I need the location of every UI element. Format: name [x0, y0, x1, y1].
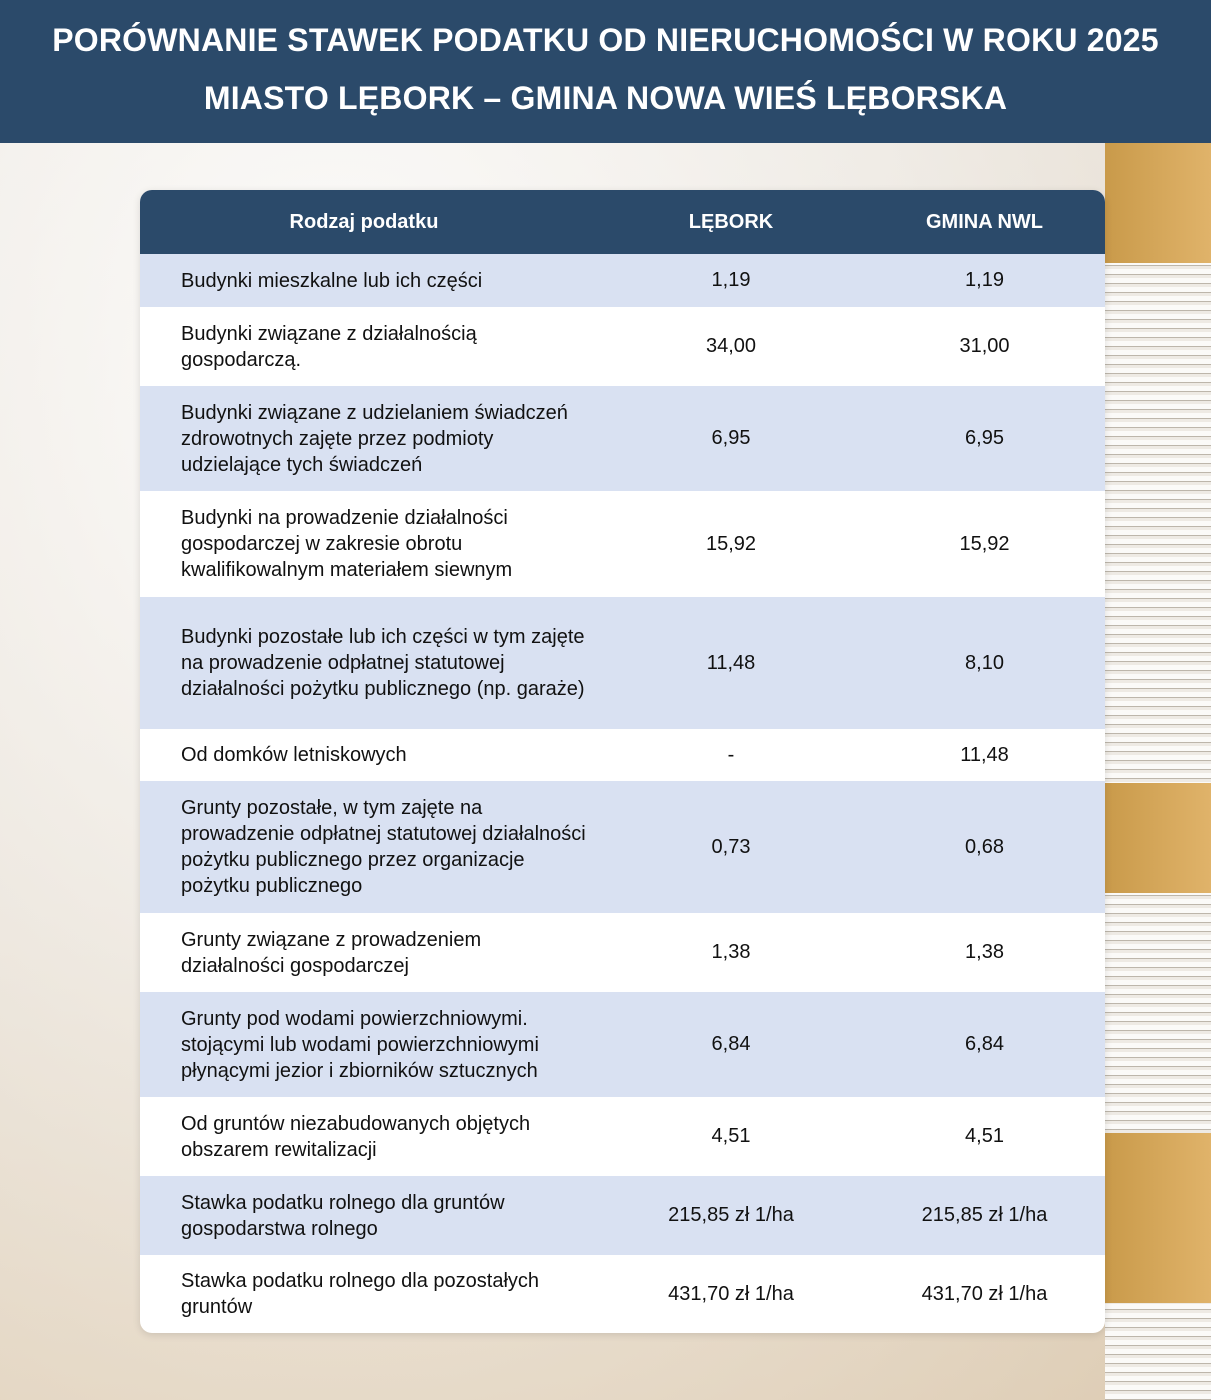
cell-lebork: 1,38 [711, 941, 751, 963]
column-header-type: Rodzaj podatku [289, 211, 439, 233]
cell-nwl: 1,19 [965, 269, 1004, 291]
cell-tax-type: Budynki związane z udzielaniem świadczeń zdrowotnych zajęte przez podmioty udzielające tych świadczeń [181, 401, 568, 476]
cell-nwl: 1,38 [965, 941, 1004, 963]
page-header [0, 0, 1211, 143]
cell-lebork: 15,92 [705, 532, 757, 555]
table-row [140, 992, 1105, 1097]
cell-nwl: 8,10 [965, 651, 1004, 674]
table-row [140, 729, 1105, 781]
paper-stack-image [1105, 143, 1211, 1400]
cell-tax-type: Grunty związane z prowadzeniem działalności gospodarczej [181, 928, 482, 977]
cell-tax-type: Grunty pod wodami powierzchniowymi. stojącymi lub wodami powierzchniowymi płynącymi jezior i zbiorników sztucznych [181, 1007, 539, 1082]
table-row [140, 307, 1105, 386]
cell-tax-type: Od domków letniskowych [181, 744, 407, 766]
table-row [140, 913, 1105, 992]
cell-lebork: 4,51 [711, 1125, 751, 1147]
cell-nwl: 215,85 zł 1/ha [921, 1204, 1048, 1226]
cell-lebork: 11,48 [706, 651, 756, 674]
cell-tax-type: Stawka podatku rolnego dla gruntów gospodarstwa rolnego [181, 1191, 505, 1240]
cell-nwl: 31,00 [959, 335, 1010, 357]
table-row [140, 1097, 1105, 1176]
cell-nwl: 0,68 [965, 835, 1004, 858]
cell-nwl: 4,51 [965, 1125, 1004, 1147]
paper-stack-band [1105, 1133, 1211, 1303]
cell-lebork: 431,70 zł 1/ha [668, 1282, 794, 1305]
table-row [140, 1176, 1105, 1255]
cell-lebork: 0,73 [711, 835, 751, 858]
cell-tax-type: Budynki na prowadzenie działalności gospodarczej w zakresie obrotu kwalifikowalnym materiałem siewnym [181, 507, 513, 581]
cell-lebork: 6,95 [711, 427, 751, 449]
page-title: PORÓWNANIE STAWEK PODATKU OD NIERUCHOMOŚCI W ROKU 2025 [52, 22, 1159, 58]
table-row [140, 386, 1105, 491]
table-row [140, 781, 1105, 913]
cell-nwl: 15,92 [959, 532, 1010, 555]
cell-tax-type: Grunty pozostałe, w tym zajęte na prowadzenie odpłatnej statutowej działalności pożytku publicznego przez organizacje pożytku publicznego [181, 797, 586, 897]
table-row [140, 1255, 1105, 1333]
cell-tax-type: Stawka podatku rolnego dla pozostałych gruntów [181, 1270, 540, 1318]
cell-lebork: 215,85 zł 1/ha [668, 1204, 794, 1226]
cell-lebork: 6,84 [711, 1033, 751, 1055]
table-row [140, 491, 1105, 597]
paper-stack-band [1105, 143, 1211, 263]
column-header-lebork: LĘBORK [688, 210, 774, 233]
cell-nwl: 431,70 zł 1/ha [921, 1282, 1048, 1305]
table-header [140, 190, 1105, 254]
page-subtitle: MIASTO LĘBORK – GMINA NOWA WIEŚ LĘBORSKA [203, 80, 1008, 116]
table-row [140, 597, 1105, 729]
cell-lebork: 1,19 [711, 269, 751, 291]
cell-tax-type: Budynki mieszkalne lub ich części [181, 269, 483, 292]
cell-lebork: 34,00 [705, 335, 757, 357]
column-header-nwl: GMINA NWL [925, 210, 1043, 233]
table-row [140, 254, 1105, 307]
paper-stack-band [1105, 783, 1211, 893]
cell-nwl: 6,84 [965, 1033, 1004, 1055]
cell-nwl: 11,48 [960, 743, 1009, 766]
cell-tax-type: Od gruntów niezabudowanych objętych obszarem rewitalizacji [181, 1112, 531, 1161]
tax-rates-table [140, 190, 1105, 1333]
cell-tax-type: Budynki związane z działalnością gospodarczą. [181, 322, 477, 371]
cell-nwl: 6,95 [965, 427, 1004, 449]
cell-tax-type: Budynki pozostałe lub ich części w tym zajęte na prowadzenie odpłatnej statutowej działalności pożytku publicznego (np. garaże) [181, 626, 585, 700]
cell-lebork: - [727, 743, 735, 766]
